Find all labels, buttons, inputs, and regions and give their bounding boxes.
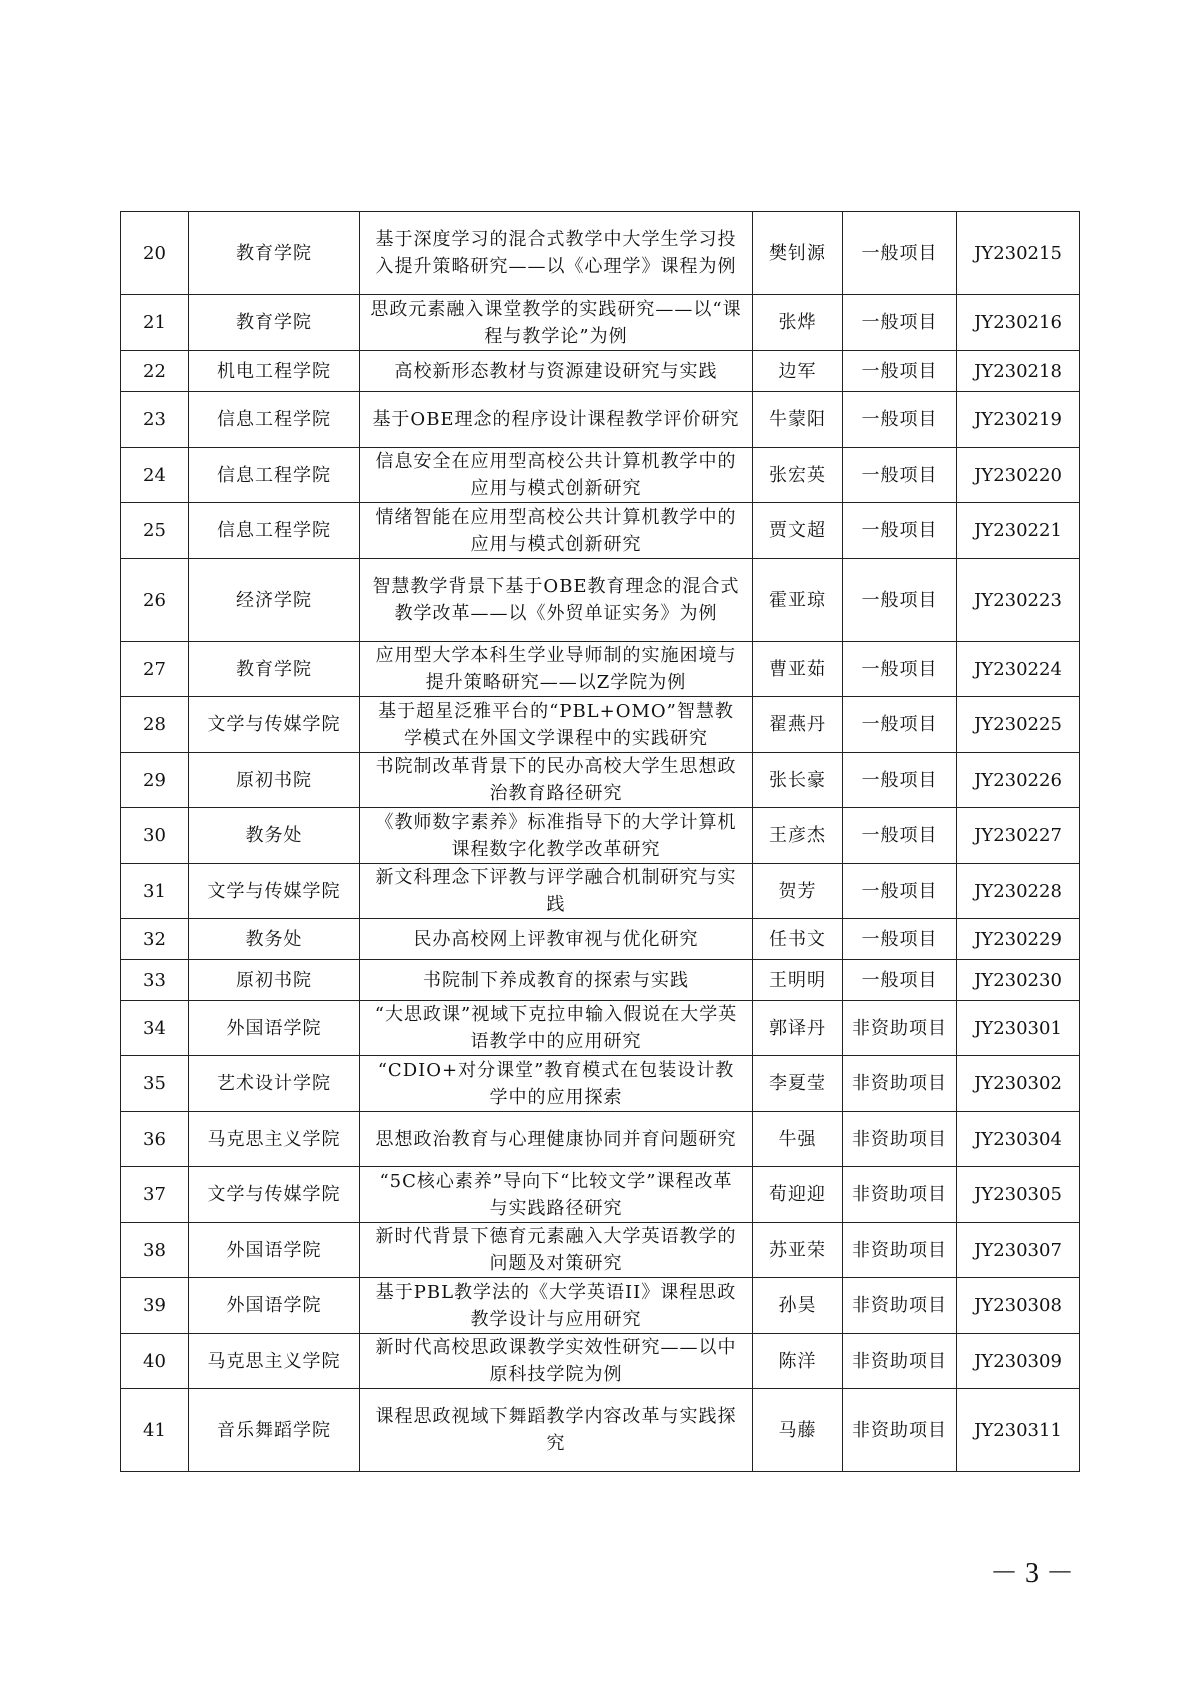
- table-row: [121, 1167, 1080, 1223]
- cell-department: 经济学院: [189, 559, 360, 642]
- cell-number: 41: [121, 1389, 189, 1472]
- cell-project-title: 基于深度学习的混合式教学中大学生学习投入提升策略研究——以《心理学》课程为例: [360, 212, 753, 295]
- cell-department: 艺术设计学院: [189, 1056, 360, 1112]
- table-row: [121, 559, 1080, 642]
- cell-project-title: 课程思政视域下舞蹈教学内容改革与实践探究: [360, 1389, 753, 1472]
- cell-leader: 王彦杰: [753, 808, 843, 864]
- cell-number: 35: [121, 1056, 189, 1112]
- cell-project-type: 一般项目: [843, 919, 957, 960]
- cell-leader: 张烨: [753, 295, 843, 351]
- cell-number: 22: [121, 351, 189, 392]
- table-row: [121, 697, 1080, 753]
- cell-project-type: 一般项目: [843, 503, 957, 559]
- cell-number: 26: [121, 559, 189, 642]
- cell-number: 39: [121, 1278, 189, 1334]
- cell-number: 29: [121, 753, 189, 808]
- cell-number: 31: [121, 864, 189, 919]
- cell-project-type: 一般项目: [843, 697, 957, 753]
- cell-number: 20: [121, 212, 189, 295]
- cell-project-type: 非资助项目: [843, 1112, 957, 1167]
- table-row: [121, 808, 1080, 864]
- cell-project-code: JY230304: [957, 1112, 1080, 1167]
- cell-leader: 苏亚荣: [753, 1223, 843, 1278]
- cell-number: 30: [121, 808, 189, 864]
- table-row: [121, 503, 1080, 559]
- cell-department: 教育学院: [189, 642, 360, 697]
- cell-project-code: JY230301: [957, 1001, 1080, 1056]
- cell-department: 音乐舞蹈学院: [189, 1389, 360, 1472]
- cell-project-code: JY230311: [957, 1389, 1080, 1472]
- cell-project-title: 民办高校网上评教审视与优化研究: [360, 919, 753, 960]
- cell-project-type: 非资助项目: [843, 1056, 957, 1112]
- cell-project-title: 智慧教学背景下基于OBE教育理念的混合式教学改革——以《外贸单证实务》为例: [360, 559, 753, 642]
- cell-leader: 樊钊源: [753, 212, 843, 295]
- cell-department: 信息工程学院: [189, 448, 360, 503]
- cell-department: 原初书院: [189, 960, 360, 1001]
- cell-number: 36: [121, 1112, 189, 1167]
- cell-project-code: JY230223: [957, 559, 1080, 642]
- cell-leader: 孙昊: [753, 1278, 843, 1334]
- cell-project-type: 一般项目: [843, 808, 957, 864]
- cell-leader: 王明明: [753, 960, 843, 1001]
- table-row: [121, 919, 1080, 960]
- cell-department: 教务处: [189, 808, 360, 864]
- cell-department: 文学与传媒学院: [189, 864, 360, 919]
- cell-project-type: 非资助项目: [843, 1001, 957, 1056]
- table-row: [121, 960, 1080, 1001]
- cell-department: 教育学院: [189, 295, 360, 351]
- cell-project-title: “CDIO+对分课堂”教育模式在包装设计教学中的应用探索: [360, 1056, 753, 1112]
- cell-leader: 陈洋: [753, 1334, 843, 1389]
- cell-project-code: JY230216: [957, 295, 1080, 351]
- cell-department: 外国语学院: [189, 1001, 360, 1056]
- cell-project-title: 新时代高校思政课教学实效性研究——以中原科技学院为例: [360, 1334, 753, 1389]
- cell-project-type: 一般项目: [843, 642, 957, 697]
- cell-project-title: 新时代背景下德育元素融入大学英语教学的问题及对策研究: [360, 1223, 753, 1278]
- project-table: [120, 211, 1080, 1472]
- cell-leader: 边军: [753, 351, 843, 392]
- cell-leader: 霍亚琼: [753, 559, 843, 642]
- cell-project-title: 思想政治教育与心理健康协同并育问题研究: [360, 1112, 753, 1167]
- cell-project-code: JY230230: [957, 960, 1080, 1001]
- cell-number: 34: [121, 1001, 189, 1056]
- table-row: [121, 1001, 1080, 1056]
- cell-project-code: JY230219: [957, 392, 1080, 448]
- cell-project-code: JY230228: [957, 864, 1080, 919]
- cell-project-code: JY230224: [957, 642, 1080, 697]
- cell-project-title: 书院制下养成教育的探索与实践: [360, 960, 753, 1001]
- cell-project-title: “5C核心素养”导向下“比较文学”课程改革与实践路径研究: [360, 1167, 753, 1223]
- cell-project-title: “大思政课”视域下克拉申输入假说在大学英语教学中的应用研究: [360, 1001, 753, 1056]
- cell-project-type: 非资助项目: [843, 1278, 957, 1334]
- cell-leader: 曹亚茹: [753, 642, 843, 697]
- cell-number: 24: [121, 448, 189, 503]
- cell-project-type: 一般项目: [843, 753, 957, 808]
- table-row: [121, 642, 1080, 697]
- table-row: [121, 392, 1080, 448]
- cell-project-code: JY230218: [957, 351, 1080, 392]
- cell-project-title: 基于超星泛雅平台的“PBL+OMO”智慧教学模式在外国文学课程中的实践研究: [360, 697, 753, 753]
- cell-department: 马克思主义学院: [189, 1334, 360, 1389]
- cell-project-type: 非资助项目: [843, 1223, 957, 1278]
- cell-department: 教务处: [189, 919, 360, 960]
- cell-project-code: JY230309: [957, 1334, 1080, 1389]
- cell-leader: 马藤: [753, 1389, 843, 1472]
- table-row: [121, 1056, 1080, 1112]
- cell-project-title: 书院制改革背景下的民办高校大学生思想政治教育路径研究: [360, 753, 753, 808]
- cell-project-type: 一般项目: [843, 559, 957, 642]
- cell-department: 机电工程学院: [189, 351, 360, 392]
- cell-department: 外国语学院: [189, 1278, 360, 1334]
- cell-leader: 郭译丹: [753, 1001, 843, 1056]
- cell-project-code: JY230229: [957, 919, 1080, 960]
- cell-project-code: JY230307: [957, 1223, 1080, 1278]
- cell-project-title: 信息安全在应用型高校公共计算机教学中的应用与模式创新研究: [360, 448, 753, 503]
- cell-number: 32: [121, 919, 189, 960]
- cell-number: 40: [121, 1334, 189, 1389]
- project-table-sheet: [120, 211, 1079, 1472]
- cell-project-type: 一般项目: [843, 212, 957, 295]
- cell-number: 21: [121, 295, 189, 351]
- cell-leader: 牛蒙阳: [753, 392, 843, 448]
- cell-project-code: JY230220: [957, 448, 1080, 503]
- cell-number: 25: [121, 503, 189, 559]
- cell-project-title: 情绪智能在应用型高校公共计算机教学中的应用与模式创新研究: [360, 503, 753, 559]
- cell-department: 文学与传媒学院: [189, 1167, 360, 1223]
- cell-project-title: 基于PBL教学法的《大学英语II》课程思政教学设计与应用研究: [360, 1278, 753, 1334]
- table-row: [121, 212, 1080, 295]
- cell-number: 37: [121, 1167, 189, 1223]
- cell-project-title: 《教师数字素养》标准指导下的大学计算机课程数字化教学改革研究: [360, 808, 753, 864]
- cell-project-code: JY230215: [957, 212, 1080, 295]
- cell-project-title: 高校新形态教材与资源建设研究与实践: [360, 351, 753, 392]
- cell-project-title: 基于OBE理念的程序设计课程教学评价研究: [360, 392, 753, 448]
- table-row: [121, 1389, 1080, 1472]
- table-row: [121, 864, 1080, 919]
- table-row: [121, 295, 1080, 351]
- cell-department: 信息工程学院: [189, 503, 360, 559]
- cell-project-title: 应用型大学本科生学业导师制的实施困境与提升策略研究——以Z学院为例: [360, 642, 753, 697]
- cell-department: 教育学院: [189, 212, 360, 295]
- cell-project-code: JY230221: [957, 503, 1080, 559]
- cell-project-type: 非资助项目: [843, 1334, 957, 1389]
- cell-project-title: 思政元素融入课堂教学的实践研究——以“课程与教学论”为例: [360, 295, 753, 351]
- cell-project-type: 一般项目: [843, 295, 957, 351]
- cell-leader: 翟燕丹: [753, 697, 843, 753]
- table-row: [121, 753, 1080, 808]
- cell-department: 信息工程学院: [189, 392, 360, 448]
- cell-leader: 李夏莹: [753, 1056, 843, 1112]
- page-number: － 3 －: [990, 1558, 1075, 1589]
- cell-project-code: JY230225: [957, 697, 1080, 753]
- cell-project-code: JY230227: [957, 808, 1080, 864]
- cell-department: 原初书院: [189, 753, 360, 808]
- cell-number: 28: [121, 697, 189, 753]
- cell-department: 外国语学院: [189, 1223, 360, 1278]
- cell-department: 文学与传媒学院: [189, 697, 360, 753]
- cell-project-type: 非资助项目: [843, 1389, 957, 1472]
- cell-project-type: 一般项目: [843, 864, 957, 919]
- cell-project-code: JY230226: [957, 753, 1080, 808]
- cell-leader: 张长豪: [753, 753, 843, 808]
- cell-project-code: JY230302: [957, 1056, 1080, 1112]
- cell-project-code: JY230308: [957, 1278, 1080, 1334]
- cell-project-type: 非资助项目: [843, 1167, 957, 1223]
- cell-leader: 荀迎迎: [753, 1167, 843, 1223]
- cell-leader: 贾文超: [753, 503, 843, 559]
- cell-department: 马克思主义学院: [189, 1112, 360, 1167]
- cell-leader: 张宏英: [753, 448, 843, 503]
- cell-project-type: 一般项目: [843, 448, 957, 503]
- cell-number: 23: [121, 392, 189, 448]
- cell-project-title: 新文科理念下评教与评学融合机制研究与实践: [360, 864, 753, 919]
- cell-project-type: 一般项目: [843, 351, 957, 392]
- table-row: [121, 351, 1080, 392]
- cell-number: 38: [121, 1223, 189, 1278]
- cell-number: 27: [121, 642, 189, 697]
- cell-project-code: JY230305: [957, 1167, 1080, 1223]
- cell-number: 33: [121, 960, 189, 1001]
- table-row: [121, 1223, 1080, 1278]
- cell-leader: 贺芳: [753, 864, 843, 919]
- table-row: [121, 1334, 1080, 1389]
- cell-leader: 牛强: [753, 1112, 843, 1167]
- cell-leader: 任书文: [753, 919, 843, 960]
- cell-project-type: 一般项目: [843, 392, 957, 448]
- table-body: [121, 212, 1080, 1472]
- table-row: [121, 448, 1080, 503]
- table-row: [121, 1278, 1080, 1334]
- table-row: [121, 1112, 1080, 1167]
- cell-project-type: 一般项目: [843, 960, 957, 1001]
